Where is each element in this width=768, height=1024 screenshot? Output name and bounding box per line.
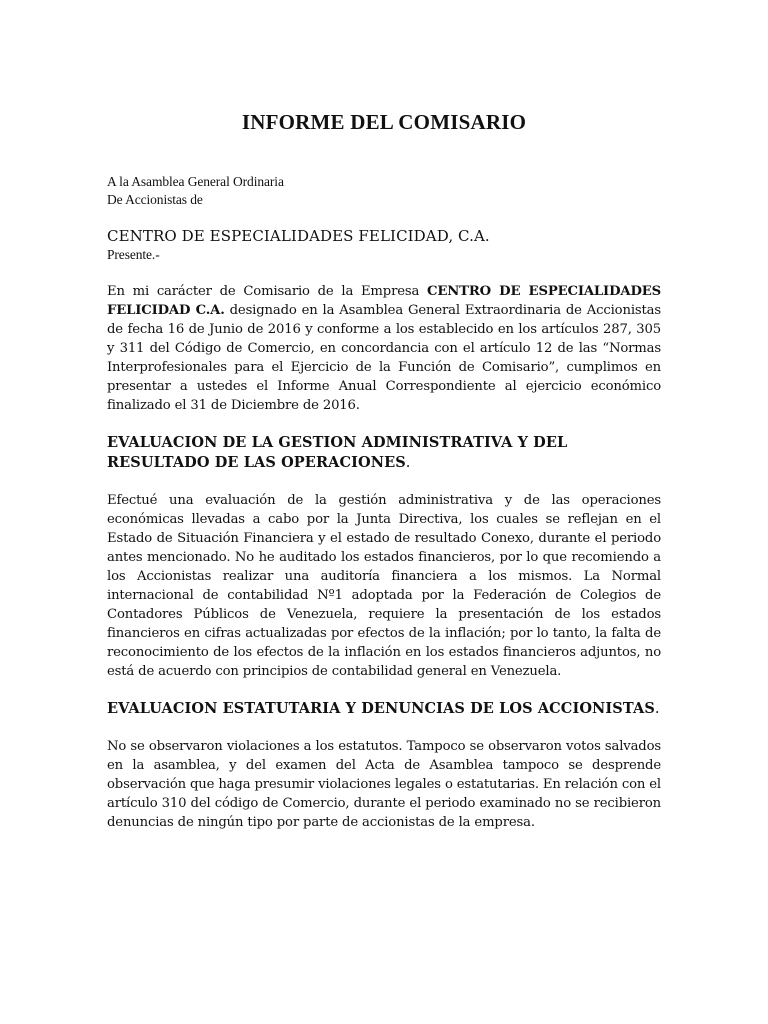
section-2-heading: [107, 699, 661, 719]
addressee-line-2: De Accionistas de: [107, 192, 203, 207]
section-1-heading-tail: .: [405, 455, 411, 471]
document-body: [107, 173, 661, 832]
document-title: INFORME DEL COMISARIO: [241, 110, 527, 134]
intro-text-start: En mi carácter de Comisario de la Empresa: [107, 284, 428, 299]
intro-company-bold: CENTRO DE ESPECIALIDADES FELICIDAD C.A.: [107, 284, 662, 318]
section-2-body: No se observaron violaciones a los estatutos. Tampoco se observaron votos salvados en la asamblea, y del examen del Acta de Asamblea tampoco se desprende observación que haga presumir violaciones legales o estatutarias. En relación con el artículo 310 del código de Comercio, durante el periodo examinado no se recibieron denuncias de ningún tipo por parte de accionistas de la empresa.: [107, 739, 661, 830]
section-1-body: Efectué una evaluación de la gestión administrativa y de las operaciones económicas llevadas a cabo por la Junta Directiva, los cuales se reflejan en el Estado de Situación Financiera y el estado de resultado Conexo, durante el periodo antes mencionado. No he auditado los estados financieros, por lo que recomiendo a los Accionistas realizar una auditoría financiera a los mismos. La Normal internacional de contabilidad Nº1 adoptada por la Federación de Colegios de Contadores Públicos de Venezuela, requiere la presentación de los estados financieros en cifras actualizadas por efectos de la inflación; por lo tanto, la falta de reconocimiento de los efectos de la inflación en los estados financieros adjuntos, no está de acuerdo con principios de contabilidad general en Venezuela.: [107, 493, 661, 679]
section-2-heading-text: EVALUACION ESTATUTARIA Y DENUNCIAS DE LOS ACCIONISTAS: [107, 700, 655, 717]
intro-text-end: designado en la Asamblea General Extraordinaria de Accionistas de fecha 16 de Junio de 2016 y conforme a los establecido en los artículos 287, 305 y 311 del Código de Comercio, en concordancia con el artículo 12 de las “Normas Interprofesionales para el Ejercicio de la Función de Comisario”, cumplimos en presentar a ustedes el Informe Anual Correspondiente al ejercicio económico finalizado el 31 de Diciembre de 2016.: [107, 303, 661, 413]
section-2-heading-tail: .: [654, 701, 660, 717]
greeting: Presente.-: [107, 247, 160, 262]
addressee-block: [107, 173, 661, 209]
company-name: CENTRO DE ESPECIALIDADES FELICIDAD, C.A.: [107, 227, 490, 245]
section-1-heading: [107, 433, 661, 473]
section-1-heading-text: EVALUACION DE LA GESTION ADMINISTRATIVA Y DEL RESULTADO DE LAS OPERACIONES: [107, 434, 568, 471]
intro-paragraph: [107, 282, 661, 415]
addressee-line-1: A la Asamblea General Ordinaria: [107, 174, 284, 189]
